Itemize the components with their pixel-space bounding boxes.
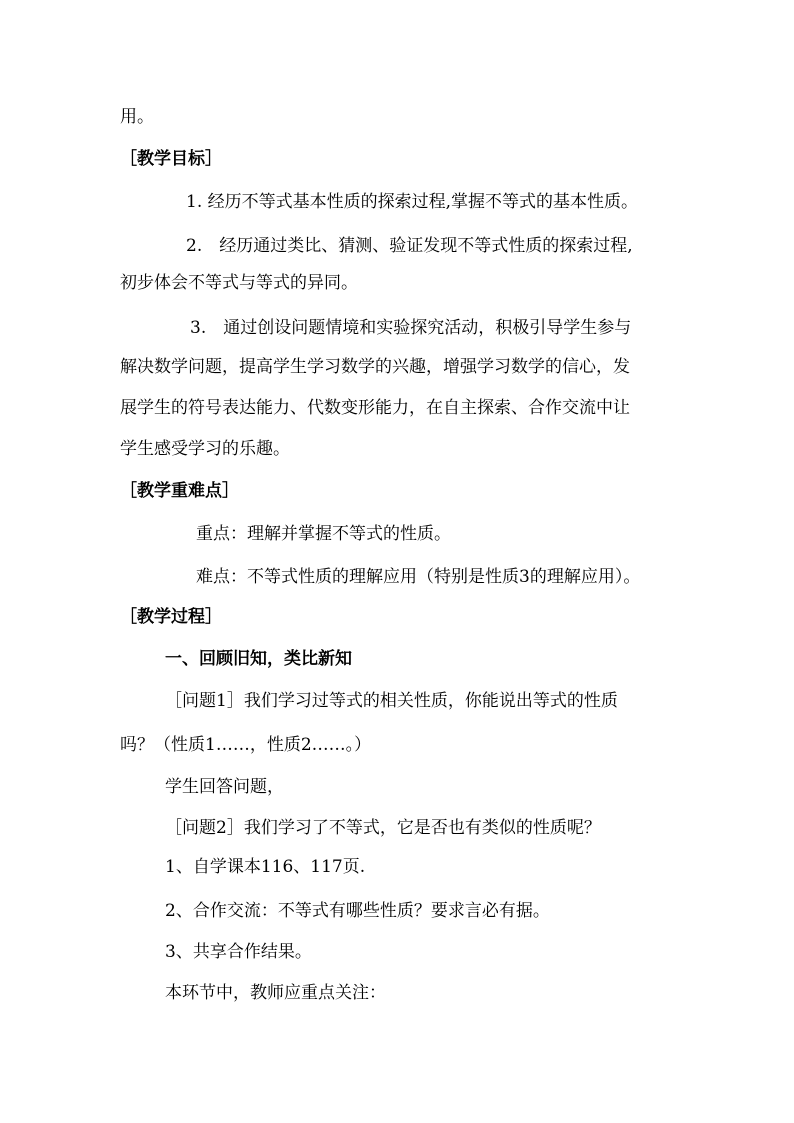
step-1: 1、自学课本116、117页. xyxy=(165,857,366,877)
goal-item-3: 3. 通过创设问题情境和实验探究活动，积极引导学生参与 xyxy=(190,318,632,338)
heading-key-points: ［教学重难点］ xyxy=(120,481,239,501)
step-3: 3、共享合作结果。 xyxy=(165,942,312,962)
heading-teaching-process: ［教学过程］ xyxy=(120,607,222,627)
goal-item-3-line-4: 学生感受学习的乐趣。 xyxy=(120,439,290,459)
goal-item-3-line-2: 解决数学问题，提高学生学习数学的兴趣，增强学习数学的信心，发 xyxy=(120,357,630,377)
teacher-focus-note: 本环节中，教师应重点关注： xyxy=(165,983,386,1003)
goal-item-3-line-3: 展学生的符号表达能力、代数变形能力，在自主探索、合作交流中让 xyxy=(120,398,630,418)
goal-item-2-continued: 初步体会不等式与等式的异同。 xyxy=(120,273,358,293)
goal-item-1: 1. 经历不等式基本性质的探索过程,掌握不等式的基本性质。 xyxy=(186,192,639,212)
difficult-point: 难点：不等式性质的理解应用（特别是性质3的理解应用）。 xyxy=(196,567,641,587)
goal-item-2: 2. 经历通过类比、猜测、验证发现不等式性质的探索过程, xyxy=(186,236,633,256)
section-heading-review: 一、回顾旧知，类比新知 xyxy=(165,649,352,669)
question-2: ［问题2］我们学习了不等式，它是否也有类似的性质呢？ xyxy=(165,818,601,838)
key-point: 重点：理解并掌握不等式的性质。 xyxy=(196,524,451,544)
student-answer-note: 学生回答问题， xyxy=(165,777,284,797)
step-2: 2、合作交流：不等式有哪些性质？要求言必有据。 xyxy=(165,901,550,921)
text-line-continuation: 用。 xyxy=(120,107,154,127)
heading-teaching-goals: ［教学目标］ xyxy=(120,149,222,169)
question-1-continued: 吗？（性质1……，性质2……。） xyxy=(120,735,372,755)
question-1: ［问题1］我们学习过等式的相关性质，你能说出等式的性质 xyxy=(165,691,618,711)
